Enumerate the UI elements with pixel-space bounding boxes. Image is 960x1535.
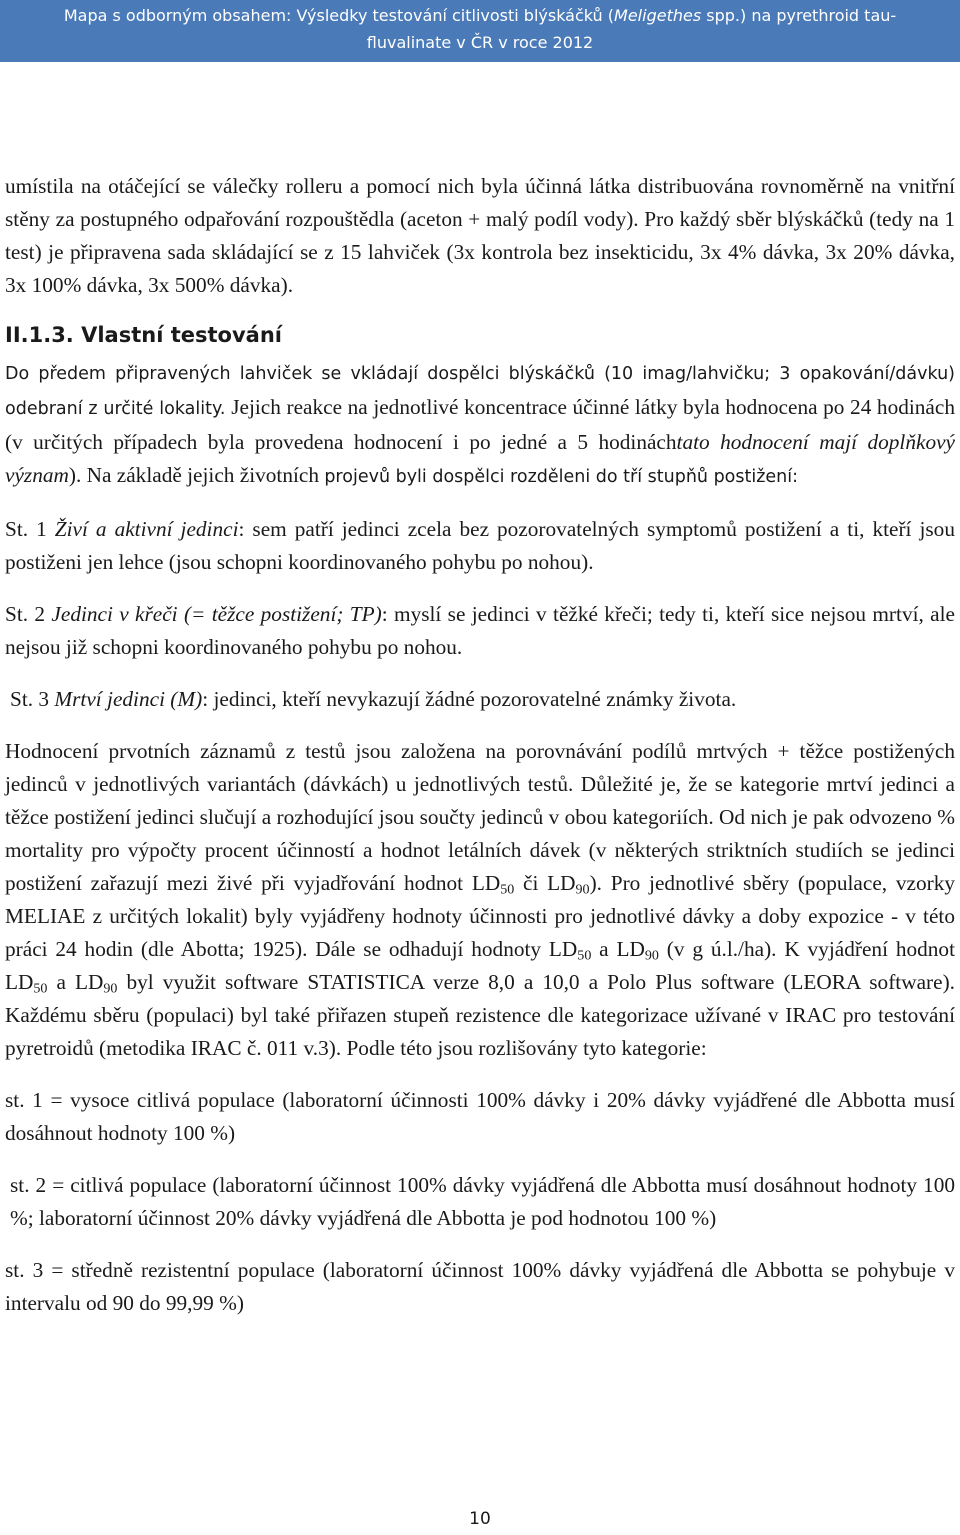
stage-3: St. 3 Mrtví jedinci (M): jedinci, kteří nevykazují žádné pozorovatelné známky života. xyxy=(10,687,737,711)
evaluation-paragraph: Hodnocení prvotních záznamů z testů jsou založena na porovnávání podílů mrtvých + těžce postižených jedinců v jednotlivých variantách (dávkách) u jednotlivých testů. Důležité je, že se kategorie mrtví jedinci a těžce postižení jedinci slučují a rozhodující jsou součty jedinců v obou kategoriích. Od nich je pak odvozeno % mortality pro výpočty procent účinností a hodnot letálních dávek (v některých striktních studiích se jedinci postižení zařazují mezi živé při vyjadřování hodnot $LD_{50}$ či $LD_{90}$). Pro jednotlivé sběry (populace, vzorky MELIAE z určitých lokalit) byly vyjádřeny hodnoty účinnosti pro jednotlivé dávky a doby expozice - v této práci 24 hodin (dle Abotta; 1925). Dále se odhadují hodnoty $LD_{50}$ a $LD_{90}$ (v g ú.l./ha). K vyjádření hodnot $LD_{50}$ a $LD_{90}$ byl využit software STATISTICA verze 8,0 a 10,0 a Polo Plus software (LEORA software). Každému sběru (populaci) byl také přiřazen stupeň rezistence dle kategorizace užívané v IRAC pro testování pyretroidů (metodika IRAC č. 011 v.3). Podle této jsou rozlišovány tyto kategorie: xyxy=(5,739,955,1060)
intro-paragraph: umístila na otáčející se válečky rolleru a pomocí nich byla účinná látka distribuována rovnoměrně na vnitřní stěny za postupného odpařování rozpouštědla (aceton + malý podíl vody). Pro každý sběr blýskáčků (tedy na 1 test) je připravena sada skládající se z 15 lahviček (3x kontrola bez insekticidu, 3x 4% dávka, 3x 20% dávka, 3x 100% dávka, 3x 500% dávka). xyxy=(5,174,955,297)
header-genus: Meligethes xyxy=(614,6,702,25)
category-1: st. 1 = vysoce citlivá populace (laboratorní účinnosti 100% dávky i 20% dávky vyjádřené dle Abbotta musí dosáhnout hodnoty 100 %) xyxy=(5,1088,955,1145)
section-heading: II.1.3. Vlastní testování xyxy=(5,323,282,347)
document-body xyxy=(5,170,955,1320)
page-header xyxy=(0,0,960,62)
category-2: st. 2 = citlivá populace (laboratorní účinnost 100% dávky vyjádřená dle Abbotta musí dosáhnout hodnoty 100 %; laboratorní účinnost 20% dávky vyjádřená dle Abbotta je pod hodnotou 100 %) xyxy=(10,1173,955,1230)
stage-2: St. 2 Jedinci v křeči (= těžce postižení; TP): myslí se jedinci v těžké křeči; tedy ti, kteří sice nejsou mrtví, ale nejsou již schopni koordinovaného pohybu po nohou. xyxy=(5,602,955,659)
stage-1: St. 1 Živí a aktivní jedinci: sem patří jedinci zcela bez pozorovatelných symptomů postižení a ti, kteří jsou postiženi jen lehce (jsou schopni koordinovaného pohybu po nohou). xyxy=(5,517,955,574)
page-number: 10 xyxy=(469,1509,491,1529)
testing-paragraph: Do předem připravených lahviček se vkládají dospělci blýskáčků (10 imag/lahvičku; 3 opakování/dávku) odebraní z určité lokality. Jejich reakce na jednotlivé koncentrace účinné látky byla hodnocena po 24 hodinách (v určitých případech byla provedena hodnocení i po jedné a 5 hodináchtato hodnocení mají doplňkový význam). Na základě jejich životních projevů byli dospělci rozděleni do tří stupňů postižení: xyxy=(5,364,955,487)
header-line-1: Mapa s odborným obsahem: Výsledky testování citlivosti blýskáčků (Meligethes spp.) na pyrethroid tau- xyxy=(63,6,897,25)
category-3: st. 3 = středně rezistentní populace (laboratorní účinnost 100% dávky vyjádřená dle Abbotta se pohybuje v intervalu od 90 do 99,99 %) xyxy=(5,1258,955,1315)
header-line-2: fluvalinate v ČR v roce 2012 xyxy=(366,33,594,52)
